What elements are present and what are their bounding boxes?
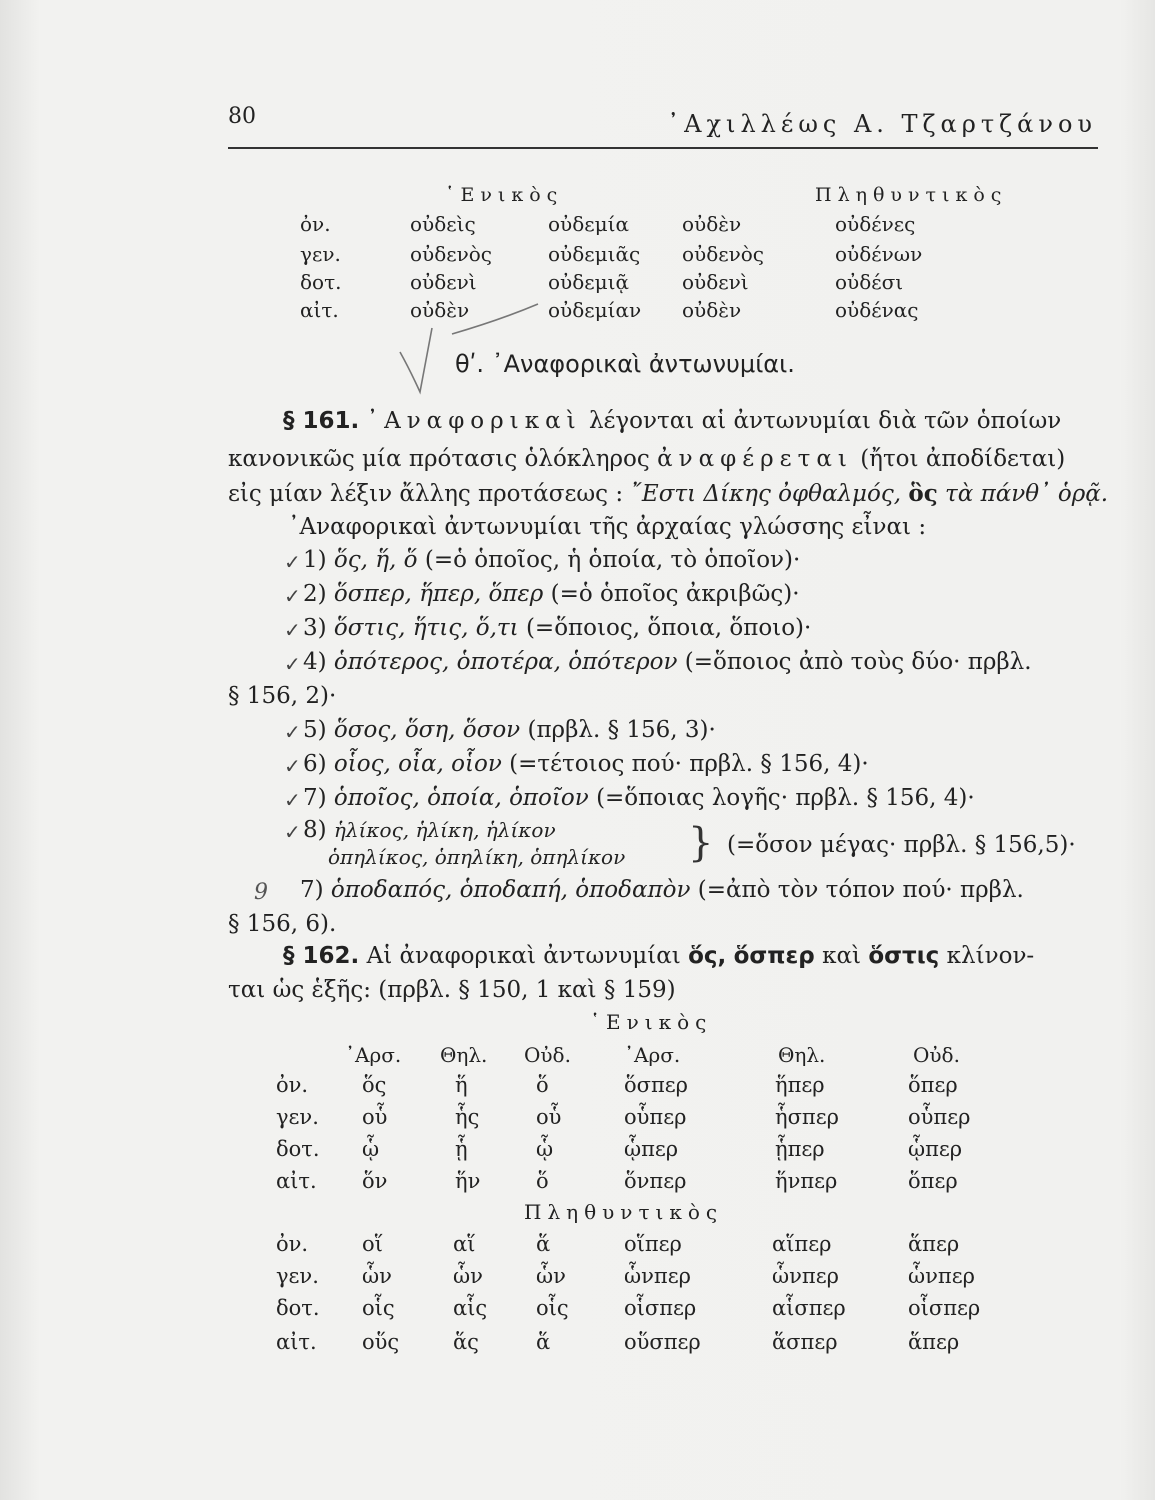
table2-case: αἰτ. xyxy=(276,1330,317,1354)
table2-cell: ἅσπερ xyxy=(772,1330,838,1354)
table2-cell: ἥνπερ xyxy=(775,1169,838,1193)
table2-cell: ᾧ xyxy=(536,1137,554,1161)
paragraph-text: (ἤτοι ἀποδίδεται) xyxy=(860,446,1066,472)
table1-cell: οὐδεμιᾷ xyxy=(548,270,629,294)
handwritten-note: 9 xyxy=(254,880,268,905)
table1-cell: οὐδὲν xyxy=(682,212,742,236)
table2-cell: ὅνπερ xyxy=(624,1169,687,1193)
pencil-check-icon: ✓ xyxy=(284,652,301,676)
table2-cell: ὧνπερ xyxy=(772,1264,839,1288)
table2-cell: ᾗπερ xyxy=(775,1137,825,1161)
table2-cell: ἥν xyxy=(455,1169,481,1193)
list-forms: ὅσπερ, ἥπερ, ὅπερ xyxy=(333,581,544,607)
paragraph-text: κανονικῶς μία πρότασις ὁλόκληρος xyxy=(228,446,650,472)
list-gloss: (=ὅποιος, ὅποια, ὅποιο)· xyxy=(525,615,812,641)
table2-cell: ὅπερ xyxy=(908,1169,958,1193)
bold-pronoun: ὅς, xyxy=(688,943,727,969)
table2-header: Οὐδ. xyxy=(913,1043,960,1067)
table2-header: ᾿Αρσ. xyxy=(345,1043,402,1067)
table1-cell: οὐδὲν xyxy=(682,298,742,322)
table2-cell: ᾧπερ xyxy=(624,1137,679,1161)
table2-header: Οὐδ. xyxy=(524,1043,571,1067)
table2-cell: οἵπερ xyxy=(624,1232,682,1256)
table2-cell: ᾧπερ xyxy=(908,1137,963,1161)
table2-cell: ὧν xyxy=(362,1264,392,1288)
paragraph-text: εἰς μίαν λέξιν ἄλλης προτάσεως : xyxy=(228,481,624,507)
pencil-check-icon: ✓ xyxy=(284,754,301,778)
quote-text: ῎Εστι Δίκης ὀφθαλμός, xyxy=(630,481,902,507)
pencil-check-icon: ✓ xyxy=(284,820,301,844)
table1-case: δοτ. xyxy=(300,270,342,294)
table2-cell: ἅς xyxy=(453,1330,479,1354)
list-forms: ὁποδαπός, ὁποδαπή, ὁποδαπὸν xyxy=(330,877,691,903)
table2-cell: αἵ xyxy=(453,1232,476,1256)
table2-cell: ᾗ xyxy=(455,1137,468,1161)
table2-header: ᾿Αρσ. xyxy=(624,1043,681,1067)
bold-pronoun: ὃς xyxy=(908,480,938,507)
paragraph-text: λέγονται αἱ ἀντωνυμίαι διὰ τῶν ὁποίων xyxy=(588,408,1062,434)
pencil-check-icon: ✓ xyxy=(284,788,301,812)
table1-cell: οὐδένας xyxy=(835,298,919,322)
table2-cell: ἅπερ xyxy=(908,1232,960,1256)
section-mark-162: § 162. xyxy=(283,943,360,969)
section-heading: θʹ. ᾿Αναφορικαὶ ἀντωνυμίαι. xyxy=(455,350,795,378)
table1-plural-label: Πληθυντικὸς xyxy=(815,184,1008,206)
list-gloss: (=ὁ ὁποῖος, ἡ ὁποία, τὸ ὁποῖον)· xyxy=(424,547,801,573)
paragraph-text: καὶ xyxy=(822,943,862,969)
table2-cell: οἷς xyxy=(362,1296,395,1320)
table1-cell: οὐδένες xyxy=(835,212,916,236)
table1-case: γεν. xyxy=(300,242,341,266)
list-gloss: (πρβλ. § 156, 3)· xyxy=(527,717,716,743)
list-number: 4) xyxy=(303,649,327,675)
table2-cell: αἷς xyxy=(453,1296,488,1320)
table2-cell: οἷσπερ xyxy=(908,1296,981,1320)
list-forms: ὅς, ἥ, ὅ xyxy=(333,547,418,573)
table1-cell: οὐδεμία xyxy=(548,212,629,236)
paragraph-text: ται ὡς ἑξῆς: (πρβλ. § 150, 1 καὶ § 159) xyxy=(228,977,676,1003)
list-gloss: (=ὁ ὁποῖος ἀκριβῶς)· xyxy=(550,581,800,607)
table2-cell: οὗ xyxy=(536,1105,562,1129)
table2-case: δοτ. xyxy=(276,1296,320,1320)
list-number: 2) xyxy=(303,581,327,607)
table2-header: Θηλ. xyxy=(778,1043,826,1067)
table2-cell: ἥ xyxy=(455,1073,468,1097)
table2-case: γεν. xyxy=(276,1105,319,1129)
pencil-check-icon: ✓ xyxy=(284,550,301,574)
list-gloss: (=τέτοιος πού· πρβλ. § 156, 4)· xyxy=(509,751,869,777)
table1-cell: οὐδενὶ xyxy=(410,270,477,294)
table1-case: ὀν. xyxy=(300,212,331,236)
list-gloss: (=ἀπὸ τὸν τόπον πού· πρβλ. xyxy=(697,877,1024,903)
list-number: 7) xyxy=(300,877,324,903)
table2-case: ὀν. xyxy=(276,1232,309,1256)
table2-cell: οἷς xyxy=(536,1296,569,1320)
list-continuation: § 156, 2)· xyxy=(228,683,337,709)
table2-cell: ὧνπερ xyxy=(624,1264,691,1288)
table1-cell: οὐδὲν xyxy=(410,298,470,322)
table2-cell: οὕσπερ xyxy=(624,1330,701,1354)
table2-cell: ὧν xyxy=(536,1264,566,1288)
table1-cell: οὐδέσι xyxy=(835,270,904,294)
table2-cell: οὗ xyxy=(362,1105,388,1129)
bold-pronoun: ὅστις xyxy=(868,943,940,969)
list-number: 3) xyxy=(303,615,327,641)
table2-cell: ὅν xyxy=(362,1169,388,1193)
spaced-term: ᾿Αναφορικαὶ xyxy=(366,408,582,434)
table2-cell: ὅς xyxy=(362,1073,387,1097)
header-rule xyxy=(228,147,1098,149)
table1-cell: οὐδενὸς xyxy=(410,242,493,266)
paragraph-text: ᾿Αναφορικαὶ ἀντωνυμίαι τῆς ἀρχαίας γλώσσης εἶναι : xyxy=(288,514,927,540)
table2-cell: ὧν xyxy=(453,1264,483,1288)
list-forms: οἷος, οἷα, οἷον xyxy=(333,751,502,777)
pencil-check-icon: ✓ xyxy=(284,720,301,744)
table2-cell: ᾧ xyxy=(362,1137,380,1161)
list-number: 1) xyxy=(303,547,327,573)
table2-header: Θηλ. xyxy=(440,1043,488,1067)
table1-singular-label: ῾Ενικὸς xyxy=(445,184,564,206)
running-title: ᾿Αχιλλέως Α. Τζαρτζάνου xyxy=(667,110,1097,138)
table2-cell: ἅπερ xyxy=(908,1330,960,1354)
table2-singular-label: ῾Ενικὸς xyxy=(590,1010,713,1034)
list-gloss: (=ὅποιας λογῆς· πρβλ. § 156, 4)· xyxy=(596,785,975,811)
table2-cell: ὅπερ xyxy=(908,1073,958,1097)
table2-cell: οὗπερ xyxy=(908,1105,971,1129)
table2-cell: ὧνπερ xyxy=(908,1264,975,1288)
list-number: 7) xyxy=(303,785,327,811)
table2-cell: οἷσπερ xyxy=(624,1296,697,1320)
table1-cell: οὐδενὸς xyxy=(682,242,765,266)
section-mark-161: § 161. xyxy=(283,408,360,434)
list-gloss: (=ὅσον μέγας· πρβλ. § 156,5)· xyxy=(727,832,1076,858)
table2-cell: ἅ xyxy=(536,1232,551,1256)
list-forms-second-line: ὁπηλίκος, ὁπηλίκη, ὁπηλίκον xyxy=(328,845,626,869)
pencil-check-icon: ✓ xyxy=(284,618,301,642)
list-forms: ὅσος, ὅση, ὅσον xyxy=(333,717,521,743)
table2-case: αἰτ. xyxy=(276,1169,317,1193)
pencil-check-icon: ✓ xyxy=(284,584,301,608)
table2-case: ὀν. xyxy=(276,1073,309,1097)
table2-cell: οὕς xyxy=(362,1330,400,1354)
list-number: 8) xyxy=(303,817,327,843)
list-number: 5) xyxy=(303,717,327,743)
table2-cell: ἧσπερ xyxy=(775,1105,839,1129)
paragraph-text: Αἱ ἀναφορικαὶ ἀντωνυμίαι xyxy=(366,943,681,969)
table2-cell: ἧς xyxy=(455,1105,480,1129)
right-brace: } xyxy=(688,820,714,866)
list-forms: ὁποῖος, ὁποία, ὁποῖον xyxy=(333,785,589,811)
bold-pronoun: ὅσπερ xyxy=(733,943,815,969)
table2-cell: αἷσπερ xyxy=(772,1296,846,1320)
list-forms: ὅστις, ἥτις, ὅ,τι xyxy=(333,615,519,641)
table2-case: δοτ. xyxy=(276,1137,320,1161)
table1-case: αἰτ. xyxy=(300,298,339,322)
table2-cell: οὗπερ xyxy=(624,1105,687,1129)
page-number: 80 xyxy=(228,104,256,129)
table1-cell: οὐδεμίαν xyxy=(548,298,642,322)
table2-cell: αἵπερ xyxy=(772,1232,832,1256)
table2-cell: ἥπερ xyxy=(775,1073,825,1097)
list-forms: ἡλίκος, ἡλίκη, ἡλίκον xyxy=(333,818,556,842)
table1-cell: οὐδεὶς xyxy=(410,212,476,236)
table1-cell: οὐδένων xyxy=(835,242,923,266)
table2-case: γεν. xyxy=(276,1264,319,1288)
quote-text: τὰ πάνθ᾿ ὁρᾷ. xyxy=(945,481,1109,507)
paragraph-text: κλίνον- xyxy=(946,943,1035,969)
table1-cell: οὐδενὶ xyxy=(682,270,749,294)
table2-cell: ὅ xyxy=(536,1073,549,1097)
table2-cell: οἵ xyxy=(362,1232,383,1256)
table1-cell: οὐδεμιᾶς xyxy=(548,242,641,266)
list-gloss: (=ὅποιος ἀπὸ τοὺς δύο· πρβλ. xyxy=(684,649,1032,675)
list-number: 6) xyxy=(303,751,327,777)
list-forms: ὁπότερος, ὁποτέρα, ὁπότερον xyxy=(333,649,678,675)
table2-cell: ὅ xyxy=(536,1169,549,1193)
list-continuation: § 156, 6). xyxy=(228,911,337,937)
table2-cell: ὅσπερ xyxy=(624,1073,689,1097)
table2-plural-label: Πληθυντικὸς xyxy=(524,1200,724,1224)
spaced-term: ἀναφέρεται xyxy=(657,446,853,472)
table2-cell: ἅ xyxy=(536,1330,551,1354)
